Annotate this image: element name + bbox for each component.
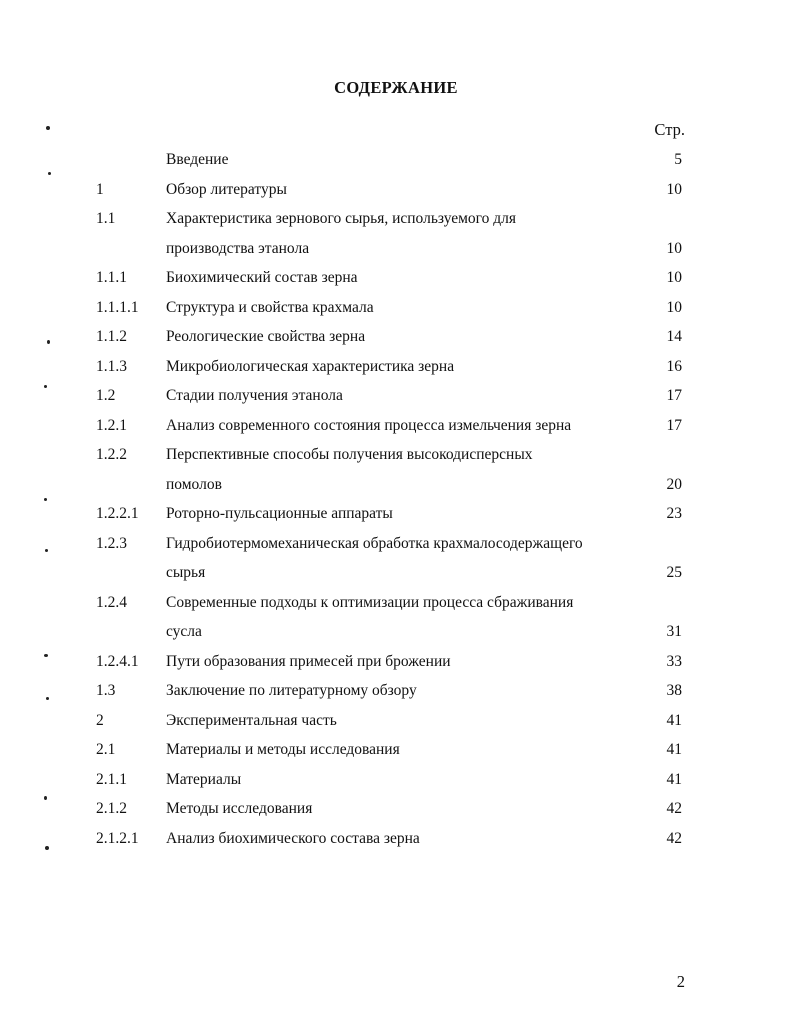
toc-number: 1.2.1: [96, 416, 127, 434]
toc-row: [0, 735, 792, 765]
toc-row: [0, 529, 792, 559]
toc-page: 23: [666, 505, 682, 522]
toc-number: 1.1.1.1: [96, 298, 139, 316]
scan-speck: [46, 126, 50, 130]
toc-row: [0, 440, 792, 470]
toc-number: 2.1: [96, 741, 116, 758]
toc-row: [0, 175, 792, 205]
toc-row: [0, 234, 792, 264]
toc-number: 1.2.4.1: [96, 652, 139, 670]
toc-page: 10: [666, 298, 682, 316]
toc-title: СОДЕРЖАНИЕ: [334, 78, 458, 97]
toc-entry: Структура и свойства крахмала: [166, 298, 374, 316]
toc-number: 1.1.3: [96, 357, 127, 375]
table-of-contents: [0, 145, 792, 853]
toc-entry: Материалы и методы исследования: [166, 741, 400, 758]
toc-row: [0, 499, 792, 529]
toc-row: [0, 647, 792, 677]
toc-entry: сырья: [166, 564, 206, 581]
toc-entry: производства этанола: [166, 239, 310, 257]
toc-number: 1.1.2: [96, 328, 127, 345]
toc-entry: Перспективные способы получения высокодисперсных: [166, 446, 533, 463]
toc-entry: Биохимический состав зерна: [166, 269, 358, 286]
toc-page: 10: [666, 269, 682, 286]
toc-page: 38: [666, 682, 682, 699]
toc-row: [0, 411, 792, 441]
toc-page: 16: [666, 357, 682, 375]
toc-row: [0, 293, 792, 323]
toc-row: [0, 204, 792, 234]
toc-number: 2: [96, 711, 104, 729]
toc-number: 1.1: [96, 210, 116, 227]
toc-row: [0, 558, 792, 588]
toc-row: [0, 706, 792, 736]
toc-page: 10: [666, 239, 682, 257]
toc-number: 2.1.2.1: [96, 829, 139, 847]
toc-page: 14: [666, 328, 682, 345]
toc-number: 1.2.4: [96, 593, 127, 611]
toc-entry: Анализ современного состояния процесса измельчения зерна: [166, 416, 572, 434]
toc-number: 1.1.1: [96, 269, 127, 286]
toc-number: 2.1.1: [96, 770, 127, 788]
toc-row: [0, 824, 792, 854]
toc-entry: Экспериментальная часть: [166, 711, 337, 729]
toc-row: [0, 765, 792, 795]
toc-entry: Заключение по литературному обзору: [166, 682, 417, 699]
toc-number: 1.2: [96, 387, 116, 404]
toc-entry: Пути образования примесей при брожении: [166, 652, 451, 670]
toc-page: 42: [666, 800, 682, 817]
toc-row: [0, 676, 792, 706]
toc-page: 42: [666, 829, 682, 847]
toc-row: [0, 381, 792, 411]
toc-row: [0, 145, 792, 175]
toc-row: [0, 322, 792, 352]
toc-number: 1.2.2.1: [96, 505, 139, 522]
toc-entry: Микробиологическая характеристика зерна: [166, 357, 455, 375]
toc-entry: помолов: [166, 475, 222, 493]
toc-entry: Стадии получения этанола: [166, 387, 343, 404]
toc-row: [0, 470, 792, 500]
toc-entry: Роторно-пульсационные аппараты: [166, 505, 393, 522]
toc-row: [0, 263, 792, 293]
toc-row: [0, 352, 792, 382]
toc-page: 25: [666, 564, 682, 581]
toc-number: 1: [96, 180, 104, 198]
toc-entry: Гидробиотермомеханическая обработка крахмалосодержащего: [166, 534, 583, 552]
page-number: 2: [676, 972, 685, 991]
toc-entry: Анализ биохимического состава зерна: [166, 829, 420, 847]
toc-page: 33: [666, 652, 682, 670]
toc-entry: Характеристика зернового сырья, используемого для: [166, 210, 517, 227]
toc-page: 31: [666, 623, 682, 640]
toc-number: 1.2.2: [96, 446, 127, 463]
toc-page: 5: [674, 151, 682, 168]
toc-page: 10: [666, 180, 682, 198]
toc-page: 17: [666, 387, 682, 404]
page-column-header: Стр.: [654, 120, 685, 139]
toc-entry: Современные подходы к оптимизации процесса сбраживания: [166, 593, 574, 611]
toc-number: 1.3: [96, 682, 116, 699]
toc-entry: сусла: [166, 623, 202, 640]
toc-entry: Обзор литературы: [166, 180, 287, 198]
toc-page: 41: [666, 711, 682, 729]
toc-row: [0, 794, 792, 824]
toc-entry: Методы исследования: [166, 800, 313, 817]
toc-row: [0, 617, 792, 647]
toc-entry: Материалы: [166, 770, 242, 788]
toc-entry: Введение: [166, 151, 229, 168]
toc-row: [0, 588, 792, 618]
toc-page: 41: [666, 770, 682, 788]
toc-page: 41: [666, 741, 682, 758]
toc-page: 20: [666, 475, 682, 493]
toc-entry: Реологические свойства зерна: [166, 328, 366, 345]
toc-number: 1.2.3: [96, 534, 127, 552]
toc-number: 2.1.2: [96, 800, 127, 817]
toc-page: 17: [666, 416, 682, 434]
